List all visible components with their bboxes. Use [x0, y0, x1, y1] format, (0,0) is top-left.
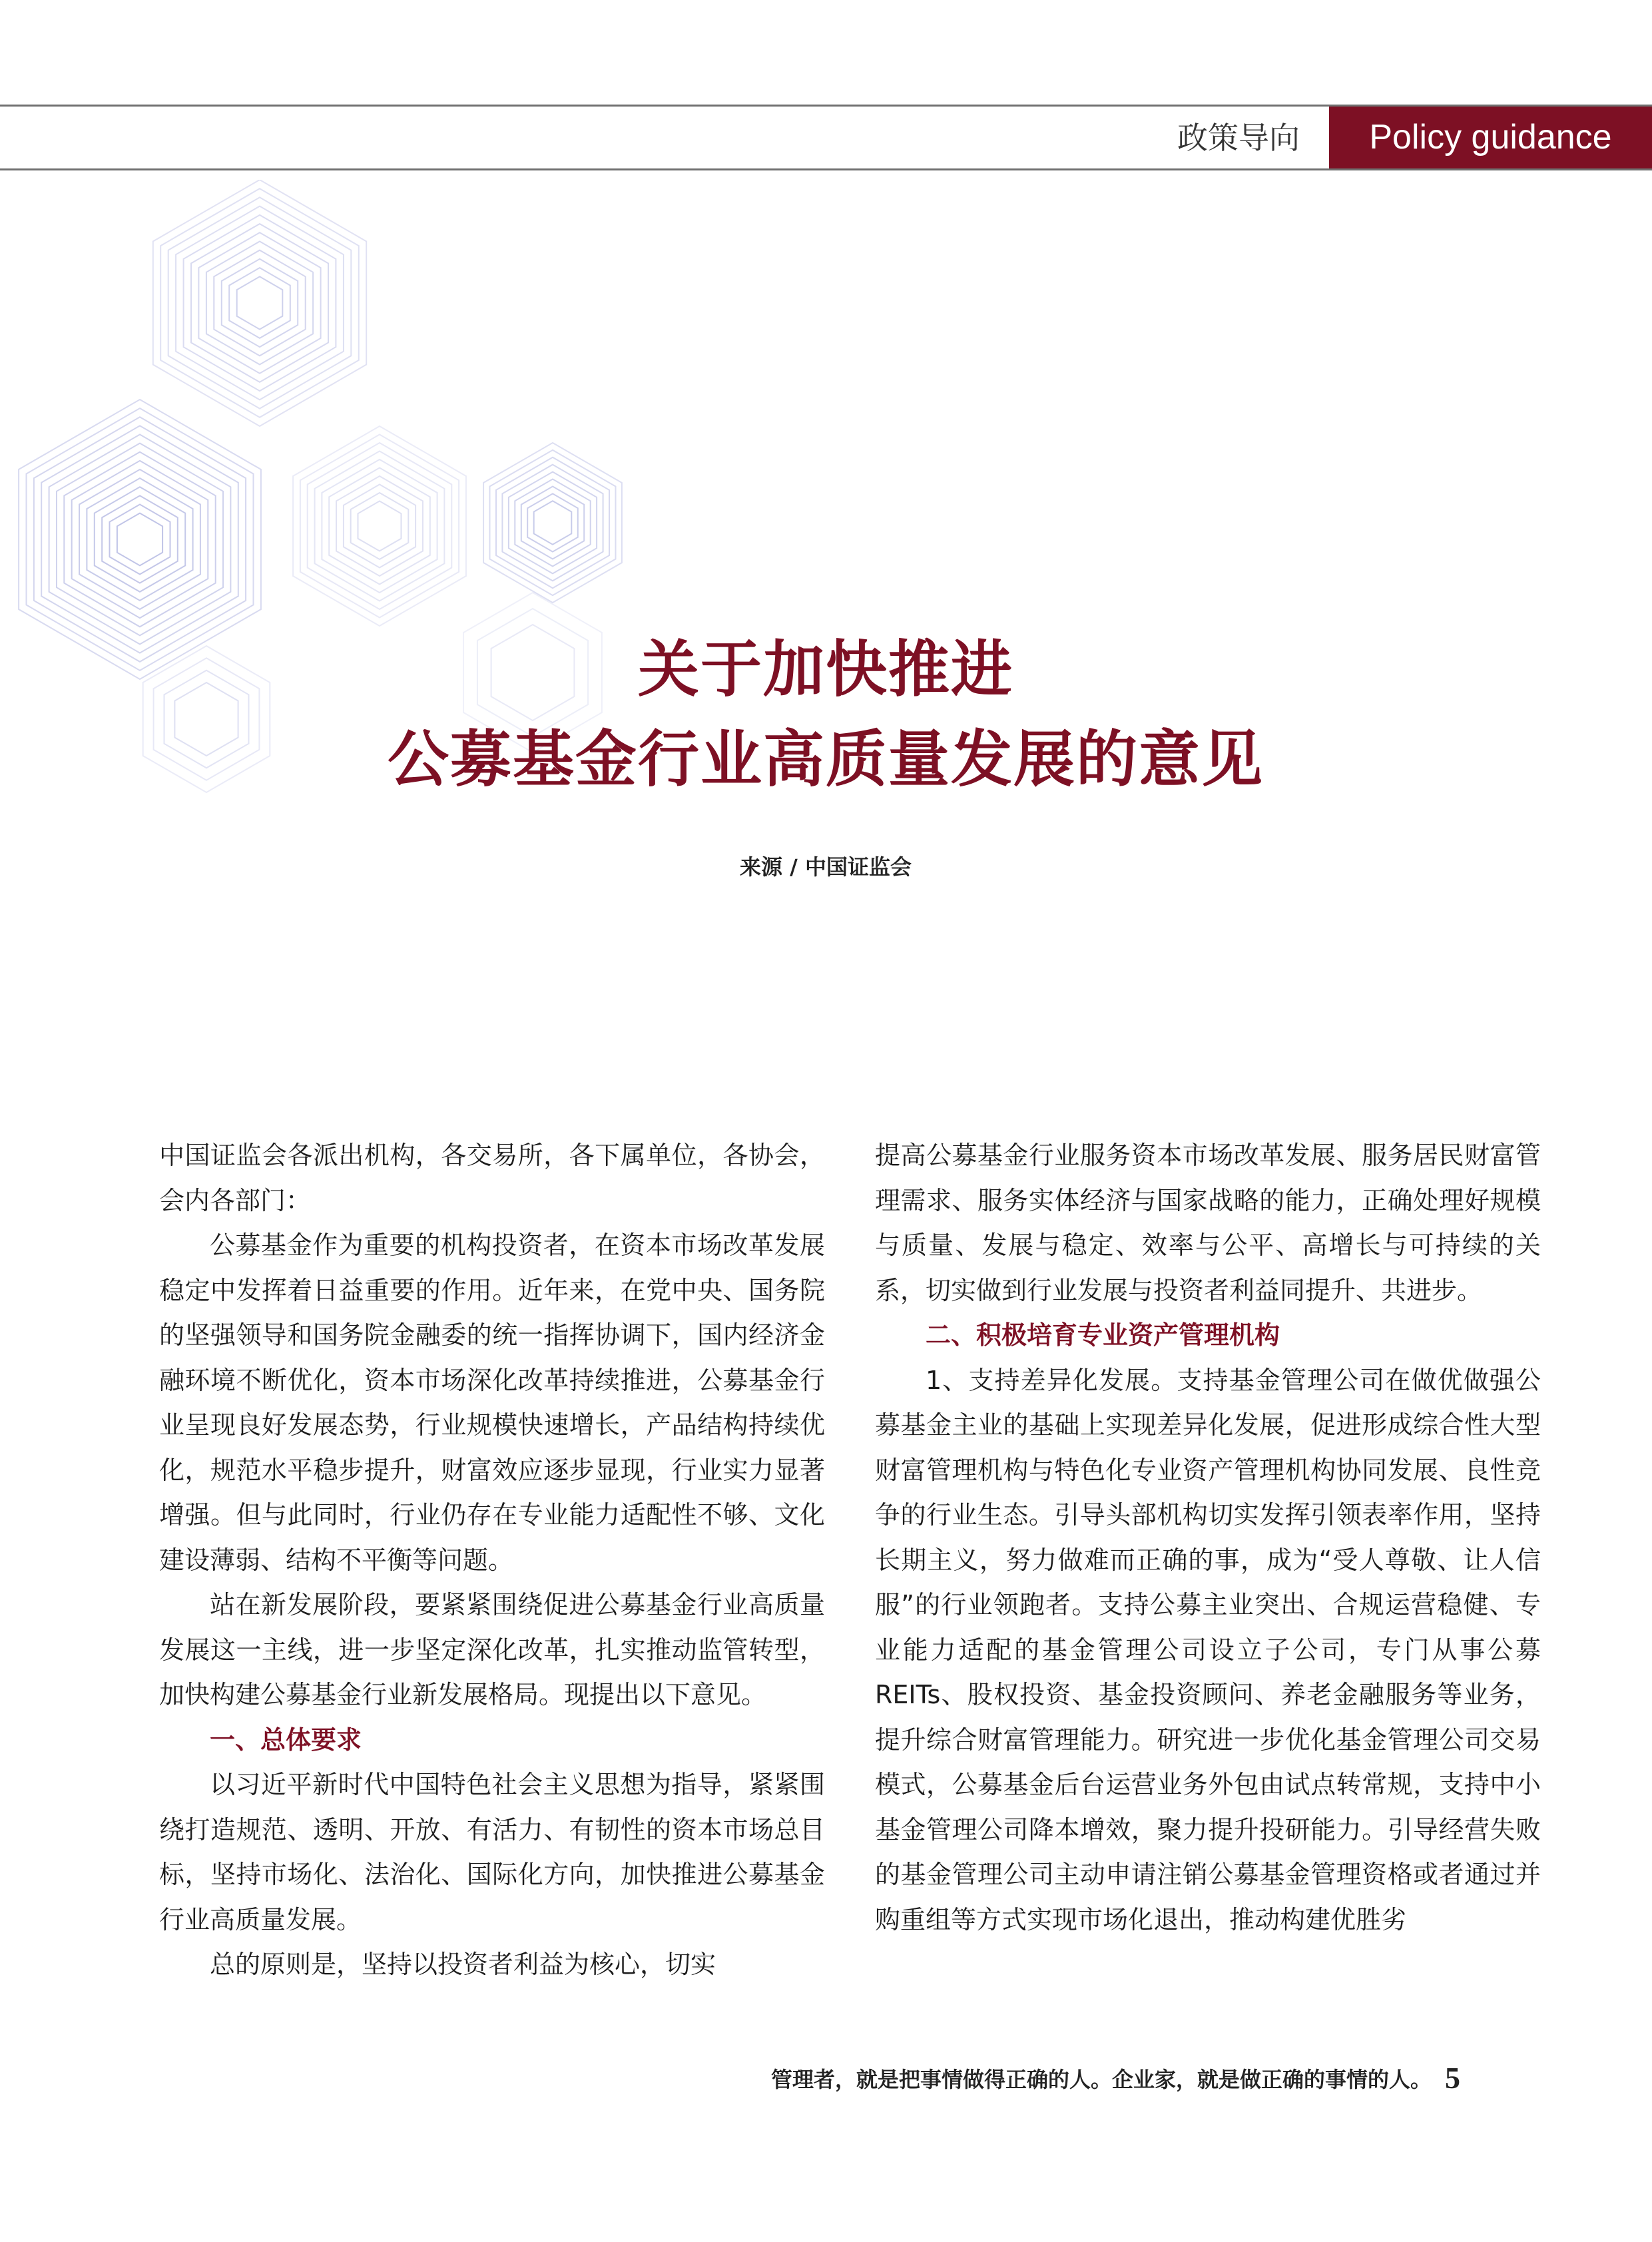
body-paragraph: 站在新发展阶段，要紧紧围绕促进公募基金行业高质量发展这一主线，进一步坚定深化改革，扎实推动监管转型，加快构建公募基金行业新发展格局。现提出以下意见。	[159, 1590, 825, 1709]
header-rule-bottom	[0, 168, 1652, 170]
right-column	[875, 1133, 1541, 1942]
article-source: 来源 / 中国证监会	[740, 854, 912, 880]
body-paragraph: 总的原则是，坚持以投资者利益为核心，切实	[210, 1950, 716, 1979]
body-paragraph: 公募基金作为重要的机构投资者，在资本市场改革发展稳定中发挥着日益重要的作用。近年来，在党中央、国务院的坚强领导和国务院金融委的统一指挥协调下，国内经济金融环境不断优化，资本市场深化改革持续推进，公募基金行业呈现良好发展态势，行业规模快速增长，产品结构持续优化，规范水平稳步提升，财富效应逐步显现，行业实力显著增强。但与此同时，行业仍存在专业能力适配性不够、文化建设薄弱、结构不平衡等问题。	[159, 1231, 825, 1575]
section-label-en: Policy guidance	[1369, 118, 1612, 156]
article-title-line1: 关于加快推进	[637, 633, 1013, 705]
article-title-line2: 公募基金行业高质量发展的意见	[387, 723, 1264, 795]
salutation-paragraph: 中国证监会各派出机构，各交易所，各下属单位，各协会，会内各部门：	[159, 1141, 825, 1215]
section-label-box	[1329, 107, 1652, 168]
body-paragraph: 以习近平新时代中国特色社会主义思想为指导，紧紧围绕打造规范、透明、开放、有活力、有韧性的资本市场总目标，坚持市场化、法治化、国际化方向，加快推进公募基金行业高质量发展。	[159, 1770, 825, 1934]
section-heading-1: 一、总体要求	[210, 1725, 362, 1755]
footer-quote: 管理者，就是把事情做得正确的人。企业家，就是做正确的事情的人。	[770, 2067, 1432, 2092]
body-paragraph: 提高公募基金行业服务资本市场改革发展、服务居民财富管理需求、服务实体经济与国家战略的能力，正确处理好规模与质量、发展与稳定、效率与公平、高增长与可持续的关系，切实做到行业发展与投资者利益同提升、共进步。	[875, 1141, 1541, 1305]
section-heading-2: 二、积极培育专业资产管理机构	[926, 1320, 1280, 1350]
left-column	[159, 1133, 825, 1988]
page-number: 5	[1445, 2061, 1460, 2095]
body-paragraph: 1、支持差异化发展。支持基金管理公司在做优做强公募基金主业的基础上实现差异化发展，促进形成综合性大型财富管理机构与特色化专业资产管理机构协同发展、良性竞争的行业生态。引导头部机构切实发挥引领表率作用，坚持长期主义，努力做难而正确的事，成为“受人尊敬、让人信服”的行业领跑者。支持公募主业突出、合规运营稳健、专业能力适配的基金管理公司设立子公司，专门从事公募 REITs、股权投资、基金投资顾问、养老金融服务等业务，提升综合财富管理能力。研究进一步优化基金管理公司交易模式，公募基金后台运营业务外包由试点转常规，支持中小基金管理公司降本增效，聚力提升投研能力。引导经营失败的基金管理公司主动申请注销公募基金管理资格或者通过并购重组等方式实现市场化退出，推动构建优胜劣	[875, 1365, 1541, 1934]
section-label-cn: 政策导向	[1177, 120, 1300, 156]
